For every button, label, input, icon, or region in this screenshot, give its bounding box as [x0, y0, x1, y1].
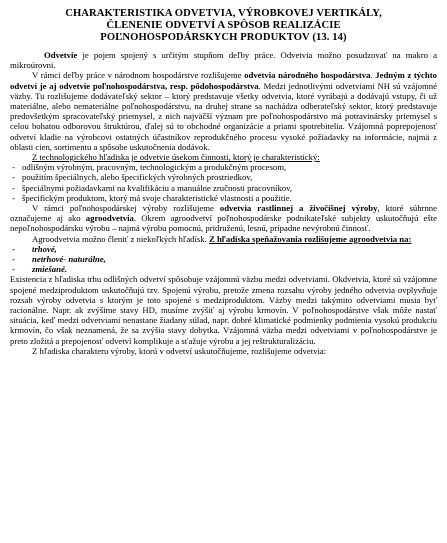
title-line-1: CHARAKTERISTIKA ODVETVIA, VÝROBKOVEJ VERTIKÁLY,: [65, 8, 382, 19]
paragraph-agro-sectors: [10, 203, 437, 234]
title-line-2: ČLENENIE ODVETVÍ A SPÔSOB REALIZÁCIE: [106, 20, 341, 31]
title-line-3: POĽNOHOSPODÁRSKYCH PRODUKTOV (13. 14): [100, 32, 347, 43]
text-run: . Okrem agroodvetví poľnohospodárske podnikateľské subjekty uskutočňujú ešte nepoľnohospodársku výrobu – najmä výrobu pomocnú, pridruženú, lesnú, prípadne nevýrobnú činnosť.: [10, 213, 437, 234]
bold-run: odvetvia národného hospodárstva: [244, 70, 371, 81]
text-run: .: [370, 70, 376, 81]
term-odvetvie: Odvetvie: [44, 50, 78, 60]
list-item: - použitím špeciálnych, alebo špecifických výrobných prostriedkov,: [10, 172, 437, 182]
list-item: - odlišným výrobným, pracovným, technologickým a produkčným procesom,: [10, 162, 437, 172]
text-run: . Medzi jednotlivými odvetviami NH sú vzájomné väzby. Tu rozlišujeme dodávateľský sektor – ktorý predstavuje všetky odvetvia, ktoré vyrábajú a dodávajú vstupy, či už materiálne, alebo nemateriálne poľnohospodárstvu, na druhej strane sa nachádza odberateľský sektor, ktorý predstavuje predovšetkým spracovateľský priemysel, z nich najväčší význam pre poľnohospodárstvo má potravinársky priemysel s celou bohatou odborovou štruktúrou, ďalej sú to obchodné organizácie a priami spotrebitelia. Vzájomná poprepojenosť odvetví kladie na výrobcovi ostatných účastníkov reprodukčného procesu vysoké požiadavky na informácie, najmä z oblasti cien, sortimentu a spôsobe uskutočnenia dodávok.: [10, 80, 437, 152]
bold-run: Jedným z týchto odvetví je aj odvetvie poľnohospodárstva, resp. pôdohospodárstva: [10, 70, 437, 91]
paragraph-next: Z hľadiska charakteru výroby, ktorú v odvetví uskutočňujeme, rozlišujeme odvetvia:: [32, 345, 327, 356]
bold-run: odvetvia rastlinnej a živočíšnej výroby: [219, 203, 378, 214]
list-item: - zmiešané.: [10, 264, 437, 274]
text-run: V rámci deľby práce v národnom hospodárstve rozlišujeme: [32, 70, 245, 81]
bold-underlined-run: Z hľadiska speňažovania rozlišujeme agroodvetvia na:: [209, 233, 412, 244]
paragraph-definition: [10, 50, 437, 70]
paragraph-linkage: Existencia z hľadiska trhu odlišných odvetví spôsobuje vzájomnú väzbu medzi odvetviami. Okdvetvia, ktoré sú vzájomne spojené medziproduktom uskutočňujú tzv. Spojenú výrobu, pretože zmena rozsahu výroby jedného odvetvia ovplyvňuje rozsah výroby odvetvia s ktorým je toto spojené s medziproduktom. Väzby medzi takýmito odvetviami musia byť racionálne. Napr. ak zvýšime stavy HD, musíme zvýšiť aj výrobu krmovín. V poľnohospodárstve však môže nastať situácia, keď medzi odvetviami nenastane žiadany súlad, napr. dobré klimatické podmienky podmienia vysokú produkciu krmovín, čo však neznamená, že sa zvýšia stavy dobytka. Vzájomná väzba medzi odvetviami v poľnohospodárstve je preto zložitá a prepojenosť odvetví komplikuje a sťažuje výrobu a jej reštrukturalizáciu.: [10, 274, 437, 346]
bold-run: agroodvetvia: [85, 213, 134, 224]
tech-heading: [10, 152, 437, 162]
list-item: - netrhové- naturálne,: [10, 254, 437, 264]
paragraph-national-economy: [10, 70, 437, 152]
underlined-heading: Z technologického hľadiska je odvetvie úsekom činnosti, ktorý je charakteristický:: [32, 152, 320, 163]
document-title: [10, 8, 437, 44]
paragraph-classification: [10, 234, 437, 244]
tech-list: [10, 162, 437, 203]
text-run: Agroodvetvia možno členiť z niekoľkých hľadísk.: [32, 233, 209, 244]
list-item: - špeciálnymi požiadavkami na kvalifikáciu a manuálne zručnosti pracovníkov,: [10, 183, 437, 193]
list-item: - špecifickým produktom, ktorý má svoje charakteristické vlastnosti a použitie.: [10, 193, 437, 203]
text-run: , ktoré súhrnne označujeme aj ako: [10, 203, 437, 224]
definition-text: je pojem spojený s určitým stupňom deľby práce. Odvetvia možno posudzovať na makro a mikroúrovni.: [10, 50, 437, 71]
types-list: [10, 244, 437, 275]
list-item: - trhové,: [10, 244, 437, 254]
text-run: V rámci poľnohospodárskej výroby rozlišujeme: [32, 203, 220, 214]
